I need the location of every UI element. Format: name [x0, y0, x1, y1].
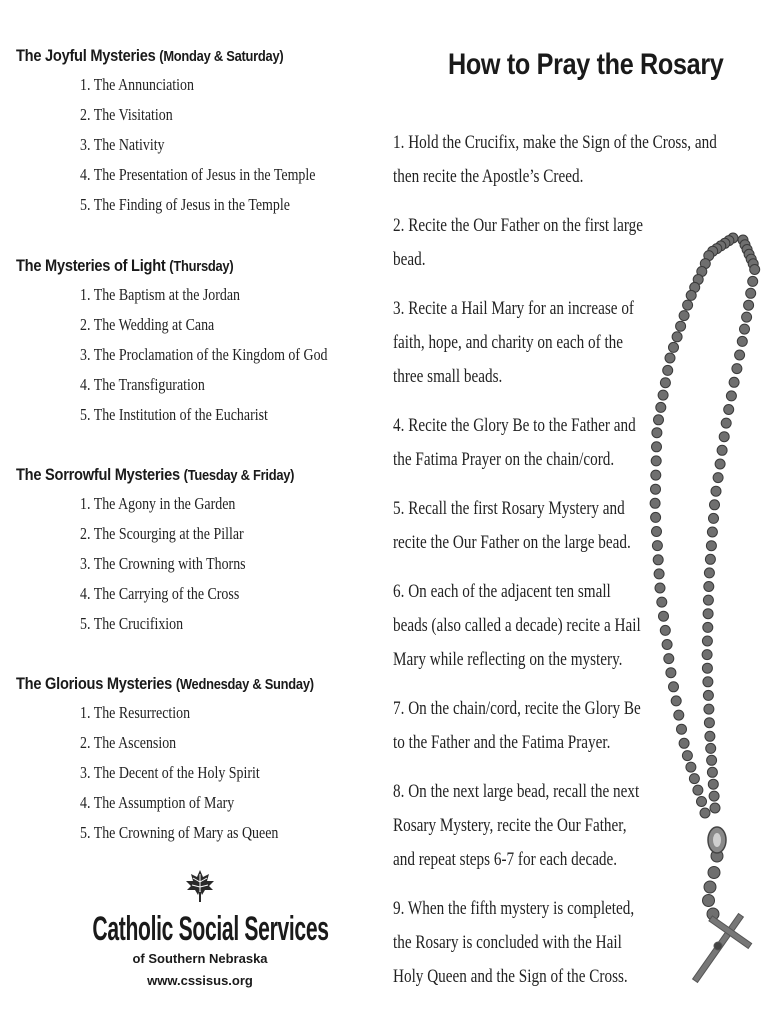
organization-logo	[92, 868, 329, 992]
bead	[666, 668, 676, 678]
bead	[742, 312, 752, 322]
bead	[707, 755, 717, 765]
step-item: 3. Recite a Hail Mary for an increase of faith, hope, and charity on each of the three small beads.	[393, 298, 634, 387]
section-days: (Wednesday & Sunday)	[175, 676, 314, 693]
bead	[697, 797, 707, 807]
list-item: 4. The Carrying of the Cross	[80, 584, 240, 603]
bead	[704, 704, 714, 714]
bead	[671, 696, 681, 706]
bead	[652, 442, 662, 452]
bead	[662, 640, 672, 650]
bead	[704, 718, 714, 728]
bead	[721, 418, 731, 428]
bead	[654, 415, 664, 425]
bead	[705, 554, 715, 564]
list-item: 1. The Resurrection	[80, 703, 191, 722]
section-title-text: The Mysteries of Light	[16, 256, 166, 275]
bead	[709, 791, 719, 801]
bead	[744, 300, 754, 310]
step-item: 2. Recite the Our Father on the first large bead.	[393, 215, 644, 270]
mystery-list	[16, 280, 376, 430]
organization-subtitle: of Southern Nebraska	[132, 951, 268, 966]
section-title	[16, 674, 326, 694]
section-title	[16, 256, 326, 276]
light-mysteries-section	[16, 256, 376, 430]
section-days: (Monday & Saturday)	[159, 48, 284, 65]
bead	[715, 459, 725, 469]
list-item: 2. The Scourging at the Pillar	[80, 524, 244, 543]
bead	[750, 265, 760, 275]
list-item: 2. The Ascension	[80, 733, 177, 752]
bead	[704, 582, 714, 592]
list-item: 5. The Finding of Jesus in the Temple	[80, 195, 290, 214]
bead	[677, 724, 687, 734]
bead	[703, 595, 713, 605]
list-item: 3. The Crowning with Thorns	[80, 554, 246, 573]
list-item: 5. The Crucifixion	[80, 614, 184, 633]
bead	[693, 785, 703, 795]
bead	[672, 332, 682, 342]
bead	[706, 541, 716, 551]
step-item: 8. On the next large bead, recall the next Rosary Mystery, recite the Our Father, and repeat steps 6-7 for each decade.	[393, 781, 640, 870]
bead	[726, 391, 736, 401]
bead	[711, 486, 721, 496]
bead	[704, 568, 714, 578]
glorious-mysteries-section	[16, 674, 376, 848]
list-item: 1. The Annunciation	[80, 75, 194, 94]
rosary-image	[615, 228, 770, 1024]
sorrowful-mysteries-section	[16, 465, 376, 639]
bead	[659, 611, 669, 621]
rosary-beads	[650, 233, 760, 920]
bead	[706, 743, 716, 753]
bead	[674, 710, 684, 720]
bead	[703, 609, 713, 619]
bead	[735, 350, 745, 360]
organization-name: Catholic Social Services	[92, 910, 329, 948]
organization-url[interactable]: www.cssisus.org	[147, 973, 253, 988]
joyful-mysteries-section	[16, 46, 376, 220]
list-item: 1. The Baptism at the Jordan	[80, 285, 241, 304]
bead	[717, 445, 727, 455]
list-item: 5. The Crowning of Mary as Queen	[80, 823, 279, 842]
bead	[657, 597, 667, 607]
section-days: (Tuesday & Friday)	[183, 467, 295, 484]
step-item: 6. On each of the adjacent ten small beads (also called a decade) recite a Hail Mary while reflecting on the mystery.	[393, 581, 641, 670]
bead	[710, 500, 720, 510]
list-item: 3. The Nativity	[80, 135, 165, 154]
bead	[703, 622, 713, 632]
bead	[710, 803, 720, 813]
bead	[676, 321, 686, 331]
bead	[669, 682, 679, 692]
bead	[658, 390, 668, 400]
bead	[679, 311, 689, 321]
bead	[702, 650, 712, 660]
bead	[686, 290, 696, 300]
bead	[702, 663, 712, 673]
section-title-text: The Glorious Mysteries	[16, 674, 173, 693]
bead	[650, 498, 660, 508]
mystery-list	[16, 70, 376, 220]
bead	[652, 527, 662, 537]
bead	[702, 636, 712, 646]
bead	[719, 432, 729, 442]
section-title	[16, 465, 326, 485]
step-item: 4. Recite the Glory Be to the Father and the Fatima Prayer on the chain/cord.	[393, 415, 636, 470]
bead	[708, 779, 718, 789]
list-item: 5. The Institution of the Eucharist	[80, 405, 268, 424]
step-item: 9. When the fifth mystery is completed, the Rosary is concluded with the Hail Holy Queen and the Sign of the Cross.	[393, 898, 635, 987]
bead	[707, 767, 717, 777]
bead	[729, 377, 739, 387]
list-item: 4. The Transfiguration	[80, 375, 205, 394]
list-item: 1. The Agony in the Garden	[80, 494, 236, 513]
step-item: 1. Hold the Crucifix, make the Sign of the Cross, and then recite the Apostle’s Creed.	[393, 132, 717, 187]
list-item: 3. The Decent of the Holy Spirit	[80, 763, 260, 782]
bead	[652, 541, 662, 551]
bead	[700, 808, 710, 818]
bead	[653, 555, 663, 565]
list-item: 3. The Proclamation of the Kingdom of God	[80, 345, 328, 364]
bead	[651, 470, 661, 480]
bead	[655, 583, 665, 593]
section-title	[16, 46, 326, 66]
bead	[651, 484, 661, 494]
list-item: 2. The Wedding at Cana	[80, 315, 215, 334]
section-title-text: The Joyful Mysteries	[16, 46, 156, 65]
leaf-icon	[180, 868, 220, 904]
bead	[651, 456, 661, 466]
bead	[746, 288, 756, 298]
bead	[669, 342, 679, 352]
bead	[652, 428, 662, 438]
bead	[656, 402, 666, 412]
list-item: 2. The Visitation	[80, 105, 173, 124]
bead	[703, 677, 713, 687]
bead	[740, 324, 750, 334]
bead	[664, 654, 674, 664]
bead	[737, 336, 747, 346]
bead	[683, 300, 693, 310]
step-item: 7. On the chain/cord, recite the Glory Be to the Father and the Fatima Prayer.	[393, 698, 641, 753]
bead	[748, 276, 758, 286]
bead	[660, 378, 670, 388]
medal-icon	[708, 827, 726, 853]
bead	[686, 762, 696, 772]
page-title: How to Pray the Rosary	[448, 48, 724, 81]
section-title-text: The Sorrowful Mysteries	[16, 465, 180, 484]
bead	[707, 527, 717, 537]
bead	[703, 690, 713, 700]
bead	[689, 774, 699, 784]
mystery-list	[16, 489, 376, 639]
bead	[651, 512, 661, 522]
bead	[665, 353, 675, 363]
bead	[713, 473, 723, 483]
bead	[682, 751, 692, 761]
crucifix-icon	[693, 914, 752, 983]
bead	[703, 895, 715, 907]
mystery-list	[16, 698, 376, 848]
bead	[708, 867, 720, 879]
bead	[724, 405, 734, 415]
bead	[704, 881, 716, 893]
bead	[663, 365, 673, 375]
bead	[660, 625, 670, 635]
bead	[732, 364, 742, 374]
list-item: 4. The Assumption of Mary	[80, 793, 235, 812]
step-item: 5. Recall the first Rosary Mystery and recite the Our Father on the large bead.	[393, 498, 631, 553]
bead	[709, 513, 719, 523]
bead	[679, 738, 689, 748]
bead	[654, 569, 664, 579]
bead	[705, 731, 715, 741]
section-days: (Thursday)	[169, 258, 234, 275]
list-item: 4. The Presentation of Jesus in the Temple	[80, 165, 316, 184]
